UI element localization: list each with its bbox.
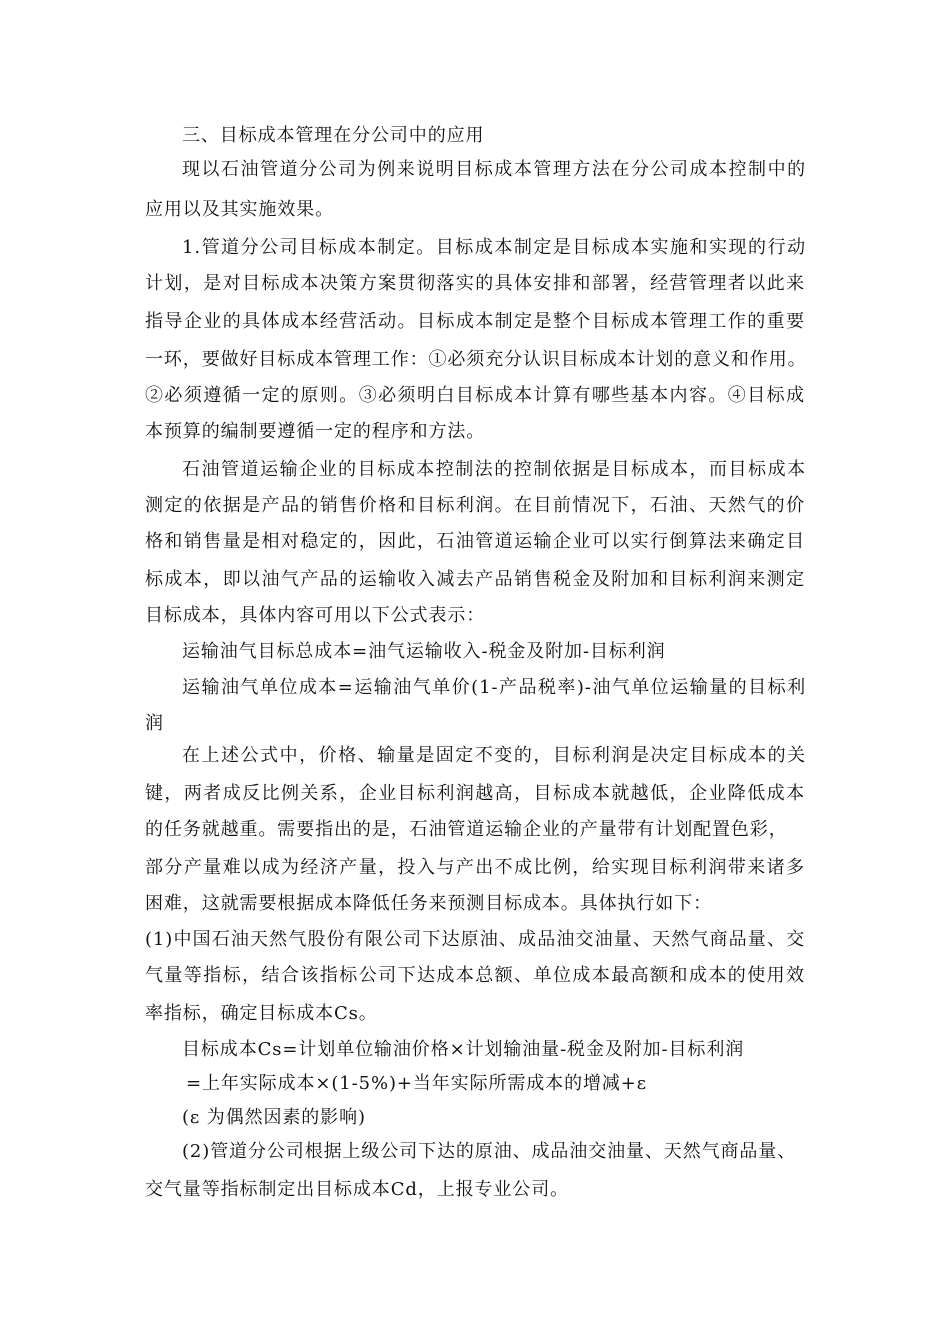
paragraph-line: 计划，是对目标成本决策方案贯彻落实的具体安排和部署，经营管理者以此来 (145, 273, 805, 294)
paragraph-line: 交气量等指标制定出目标成本Cd，上报专业公司。 (145, 1179, 569, 1200)
paragraph-line: 应用以及其实施效果。 (145, 199, 334, 220)
section-heading: 三、目标成本管理在分公司中的应用 (182, 125, 485, 146)
paragraph-line: 困难，这就需要根据成本降低任务来预测目标成本。具体执行如下： (145, 893, 712, 914)
paragraph-line: 现以石油管道分公司为例来说明目标成本管理方法在分公司成本控制中的 (182, 159, 806, 180)
paragraph-line: 本预算的编制要遵循一定的程序和方法。 (145, 421, 486, 442)
formula-line: 运输油气单位成本=运输油气单价(1-产品税率)-油气单位运输量的目标利 (182, 677, 806, 698)
paragraph-line: 标成本，即以油气产品的运输收入减去产品销售税金及附加和目标利润来测定 (145, 569, 805, 590)
paragraph-line: (1)中国石油天然气股份有限公司下达原油、成品油交油量、天然气商品量、交 (145, 929, 805, 950)
paragraph-line: 格和销售量是相对稳定的，因此，石油管道运输企业可以实行倒算法来确定目 (145, 531, 805, 552)
paragraph-line: ②必须遵循一定的原则。③必须明白目标成本计算有哪些基本内容。④目标成 (145, 385, 805, 406)
formula-line: =上年实际成本×(1-5%)+当年实际所需成本的增减+ε (186, 1073, 647, 1094)
paragraph-line: 一环，要做好目标成本管理工作：①必须充分认识目标成本计划的意义和作用。 (145, 349, 807, 370)
paragraph-line: 石油管道运输企业的目标成本控制法的控制依据是目标成本，而目标成本 (182, 459, 806, 480)
paragraph-line: 部分产量难以成为经济产量，投入与产出不成比例，给实现目标利润带来诸多 (145, 857, 805, 878)
paragraph-line: 测定的依据是产品的销售价格和目标利润。在目前情况下，石油、天然气的价 (145, 495, 805, 516)
paragraph-line: 1.管道分公司目标成本制定。目标成本制定是目标成本实施和实现的行动 (182, 237, 806, 258)
paragraph-line: 键，两者成反比例关系，企业目标利润越高，目标成本就越低，企业降低成本 (145, 783, 805, 804)
formula-note: (ε 为偶然因素的影响) (182, 1107, 366, 1128)
formula-line: 润 (145, 713, 164, 734)
paragraph-line: (2)管道分公司根据上级公司下达的原油、成品油交油量、天然气商品量、 (182, 1141, 797, 1162)
formula-line: 目标成本Cs=计划单位输油价格×计划输油量-税金及附加-目标利润 (182, 1039, 745, 1060)
paragraph-line: 气量等指标，结合该指标公司下达成本总额、单位成本最高额和成本的使用效 (145, 965, 805, 986)
paragraph-line: 目标成本，具体内容可用以下公式表示： (145, 605, 486, 626)
paragraph-line: 指导企业的具体成本经营活动。目标成本制定是整个目标成本管理工作的重要 (145, 311, 805, 332)
paragraph-line: 率指标，确定目标成本Cs。 (145, 1003, 378, 1024)
paragraph-line: 在上述公式中，价格、输量是固定不变的，目标利润是决定目标成本的关 (182, 745, 806, 766)
formula-line: 运输油气目标总成本=油气运输收入-税金及附加-目标利润 (182, 641, 666, 662)
paragraph-line: 的任务就越重。需要指出的是，石油管道运输企业的产量带有计划配置色彩， (145, 819, 788, 840)
